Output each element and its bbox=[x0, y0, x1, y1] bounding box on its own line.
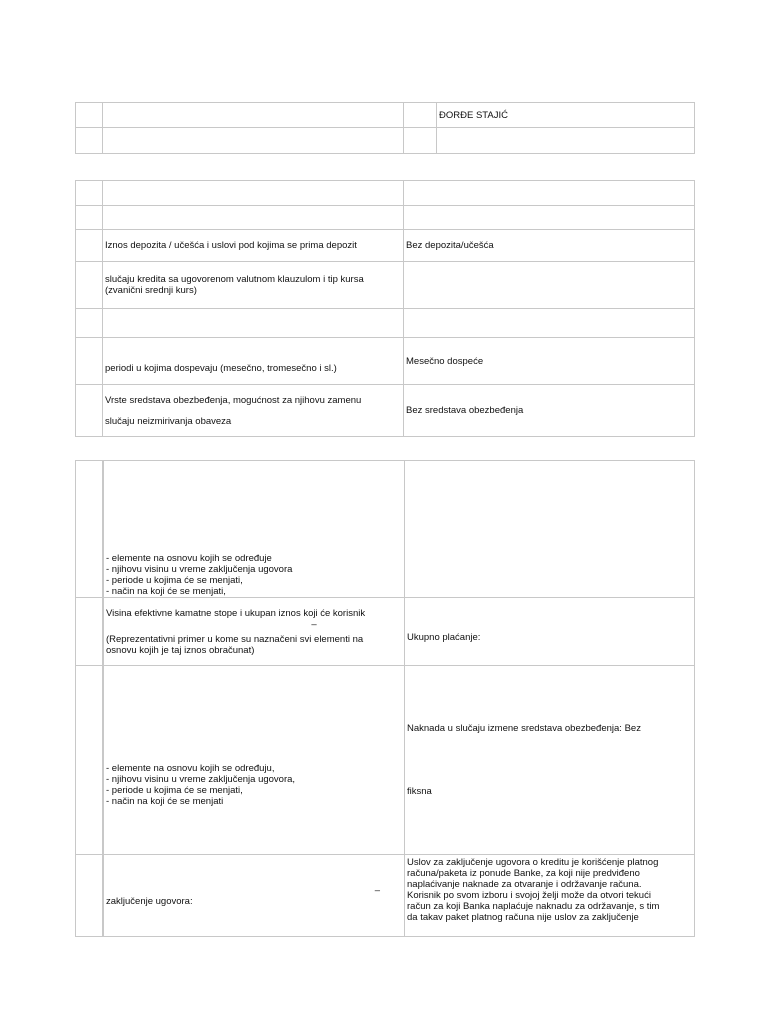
table-cell bbox=[76, 103, 103, 128]
table-row bbox=[76, 338, 695, 385]
table-cell bbox=[404, 309, 695, 338]
table-row bbox=[76, 598, 695, 666]
elements-list-2: - elemente na osnovu kojih se određuju, - njihovu visinu u vreme zaključenja ugovora, - periode u kojima će se menjati, - način na koji će se menjati bbox=[103, 666, 405, 855]
table-row bbox=[76, 461, 695, 598]
table-row bbox=[76, 855, 695, 937]
table-cell bbox=[404, 206, 695, 230]
collateral-label-1: Vrste sredstava obezbeđenja, mogućnost za njihovu zamenu bbox=[105, 394, 362, 406]
table-cell bbox=[76, 181, 103, 206]
table-row bbox=[76, 230, 695, 262]
table-cell bbox=[404, 128, 437, 154]
table-row bbox=[76, 385, 695, 437]
table-cell bbox=[103, 128, 404, 154]
contract-value: Uslov za zaključenje ugovora o kreditu je korišćenje platnog računa/paketa iz ponude Banke, za koji nije predviđeno naplaćivanje naknade za otvaranje i održavanje računa. Korisnik po svom izboru i svojoj želji može da otvori tekući račun za koji Banka naplaćuje naknadu za održavanje, s tim da takav paket platnog računa nije uslov za zaključenje bbox=[405, 855, 695, 937]
table-row bbox=[76, 181, 695, 206]
currency-clause-label: slučaju kredita sa ugovorenom valutnom klauzulom i tip kursa (zvanični srednji kurs) bbox=[103, 262, 404, 309]
table-cell bbox=[76, 338, 103, 385]
periods-value: Mesečno dospeće bbox=[404, 338, 695, 385]
contract-dash: – bbox=[374, 884, 380, 896]
eks-label: Visina efektivne kamatne stope i ukupan iznos koji će korisnik bbox=[106, 607, 366, 619]
header-table bbox=[75, 102, 695, 154]
deposit-value: Bez depozita/učešća bbox=[404, 230, 695, 262]
table-cell bbox=[76, 309, 103, 338]
interest-rate-table bbox=[75, 460, 695, 937]
table-cell bbox=[437, 128, 695, 154]
deposit-label: Iznos depozita / učešća i uslovi pod kojima se prima depozit bbox=[103, 230, 404, 262]
spacer bbox=[105, 406, 401, 416]
table-cell bbox=[76, 855, 104, 937]
table-cell bbox=[404, 262, 695, 309]
table-cell bbox=[76, 385, 103, 437]
collateral-label-2: slučaju neizmirivanja obaveza bbox=[105, 415, 232, 427]
rate-type: fiksna bbox=[407, 786, 432, 797]
table-cell bbox=[76, 230, 103, 262]
eks-example: (Reprezentativni primer u kome su naznačeni svi elementi na osnovu kojih je taj iznos obračunat) bbox=[106, 633, 364, 656]
table-cell bbox=[404, 103, 437, 128]
spacer bbox=[407, 734, 692, 786]
eks-cell bbox=[103, 598, 405, 666]
table-cell bbox=[405, 461, 695, 598]
contract-label: zaključenje ugovora: bbox=[106, 895, 193, 907]
table-row bbox=[76, 128, 695, 154]
loan-terms-table bbox=[75, 180, 695, 437]
table-cell bbox=[103, 181, 404, 206]
table-row bbox=[76, 666, 695, 855]
table-cell bbox=[404, 181, 695, 206]
collateral-label-cell bbox=[103, 385, 404, 437]
elements-list-1: - elemente na osnovu kojih se određuje - njihovu visinu u vreme zaključenja ugovora - periode u kojima će se menjati, - način na koji će se menjati, bbox=[103, 461, 405, 598]
table-cell bbox=[76, 461, 104, 598]
table-cell bbox=[103, 103, 404, 128]
collateral-value: Bez sredstava obezbeđenja bbox=[404, 385, 695, 437]
fee-change: Naknada u slučaju izmene sredstava obezbeđenja: Bez bbox=[407, 723, 641, 734]
table-row bbox=[76, 309, 695, 338]
table-cell bbox=[76, 598, 104, 666]
table-row bbox=[76, 262, 695, 309]
table-cell bbox=[76, 262, 103, 309]
table-cell bbox=[76, 128, 103, 154]
table-cell bbox=[103, 309, 404, 338]
table-cell bbox=[103, 206, 404, 230]
client-name: ĐORĐE STAJIĆ bbox=[437, 103, 695, 128]
table-row bbox=[76, 206, 695, 230]
table-cell bbox=[76, 666, 104, 855]
eks-value: Ukupno plaćanje: bbox=[405, 598, 695, 666]
table-cell bbox=[76, 206, 103, 230]
eks-dash: – bbox=[311, 618, 317, 630]
table-row bbox=[76, 103, 695, 128]
fee-cell bbox=[405, 666, 695, 855]
contract-cell bbox=[103, 855, 405, 937]
periods-label: periodi u kojima dospevaju (mesečno, tromesečno i sl.) bbox=[103, 338, 404, 385]
